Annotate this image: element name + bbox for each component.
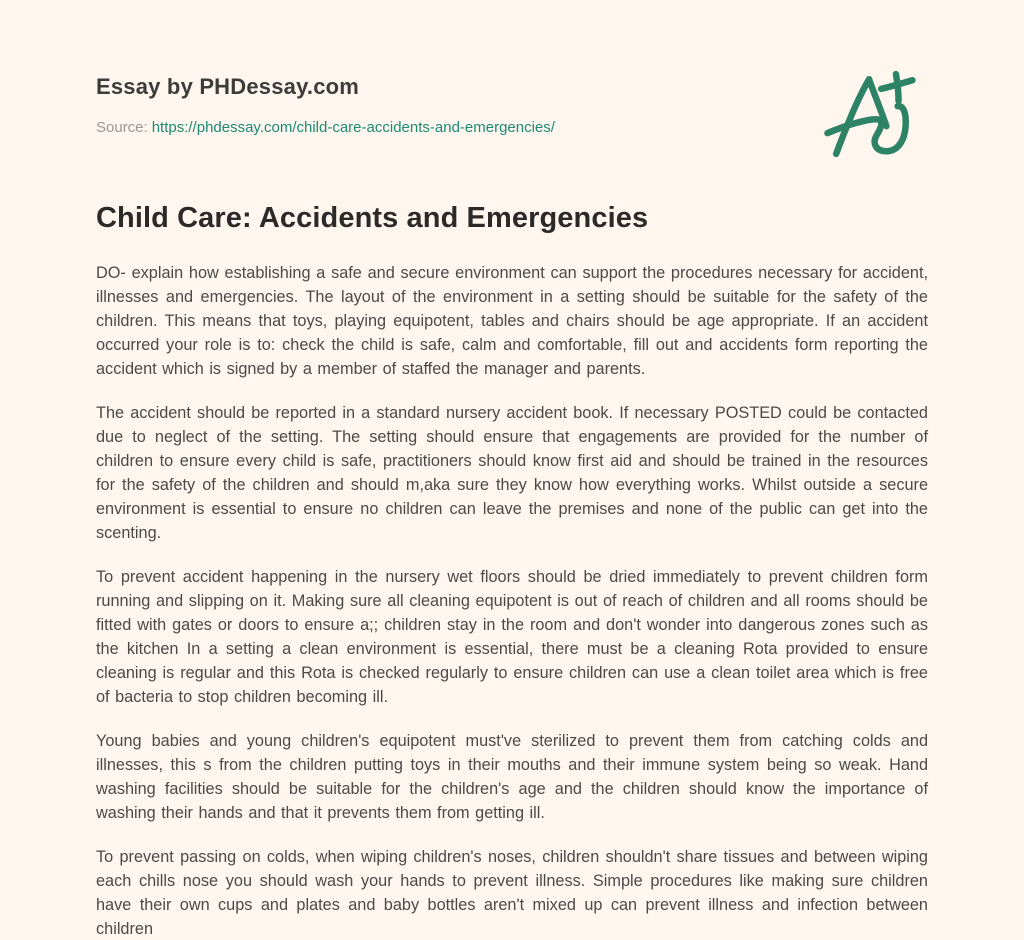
- essay-paragraph: DO- explain how establishing a safe and secure environment can support the procedures necessary for accident, illnesses and emergencies. The layout of the environment in a setting should be suitable for the safety of the children. This means that toys, playing equipotent, tables and chairs should be age appropriate. If an accident occurred your role is to: check the child is safe, calm and comfortable, fill out and accidents form reporting the accident which is signed by a member of staffed the manager and parents.: [96, 264, 928, 378]
- essay-title: Child Care: Accidents and Emergencies: [96, 202, 649, 234]
- source-link[interactable]: https://phdessay.com/child-care-accidents-and-emergencies/: [151, 119, 555, 136]
- source-label: Source:: [96, 119, 148, 136]
- source-row: [96, 119, 928, 136]
- essay-body: [96, 261, 928, 940]
- essay-paragraph: The accident should be reported in a standard nursery accident book. If necessary POSTED could be contacted due to neglect of the setting. The setting should ensure that engagements are provided for the number of children to ensure every child is safe, practitioners should know first aid and should be trained in the resources for the safety of the children and should m,aka sure they know how everything works. Whilst outside a secure environment is essential to ensure no children can leave the premises and none of the public can get into the scenting.: [96, 404, 928, 542]
- a-plus-logo-icon: [820, 62, 932, 166]
- brand-heading: Essay by PHDessay.com: [96, 74, 360, 99]
- essay-paragraph: To prevent passing on colds, when wiping children's noses, children shouldn't share tissues and between wiping each chills nose you should wash your hands to prevent illness. Simple procedures like making sure children have their own cups and plates and baby bottles aren't mixed up can prevent illness and infection between children: [96, 848, 928, 938]
- essay-paragraph: Young babies and young children's equipotent must've sterilized to prevent them from catching colds and illnesses, this s from the children putting toys in their mouths and their immune system being so weak. Hand washing facilities should be suitable for the children's age and the children should know the importance of washing their hands and that it prevents them from getting ill.: [96, 732, 928, 822]
- essay-paragraph: To prevent accident happening in the nursery wet floors should be dried immediately to prevent children form running and slipping on it. Making sure all cleaning equipotent is out of reach of children and all rooms should be fitted with gates or doors to ensure a;; children stay in the room and don't wonder into dangerous zones such as the kitchen In a setting a clean environment is essential, there must be a cleaning Rota provided to ensure cleaning is regular and this Rota is checked regularly to ensure children can use a clean toilet area which is free of bacteria to stop children becoming ill.: [96, 568, 928, 706]
